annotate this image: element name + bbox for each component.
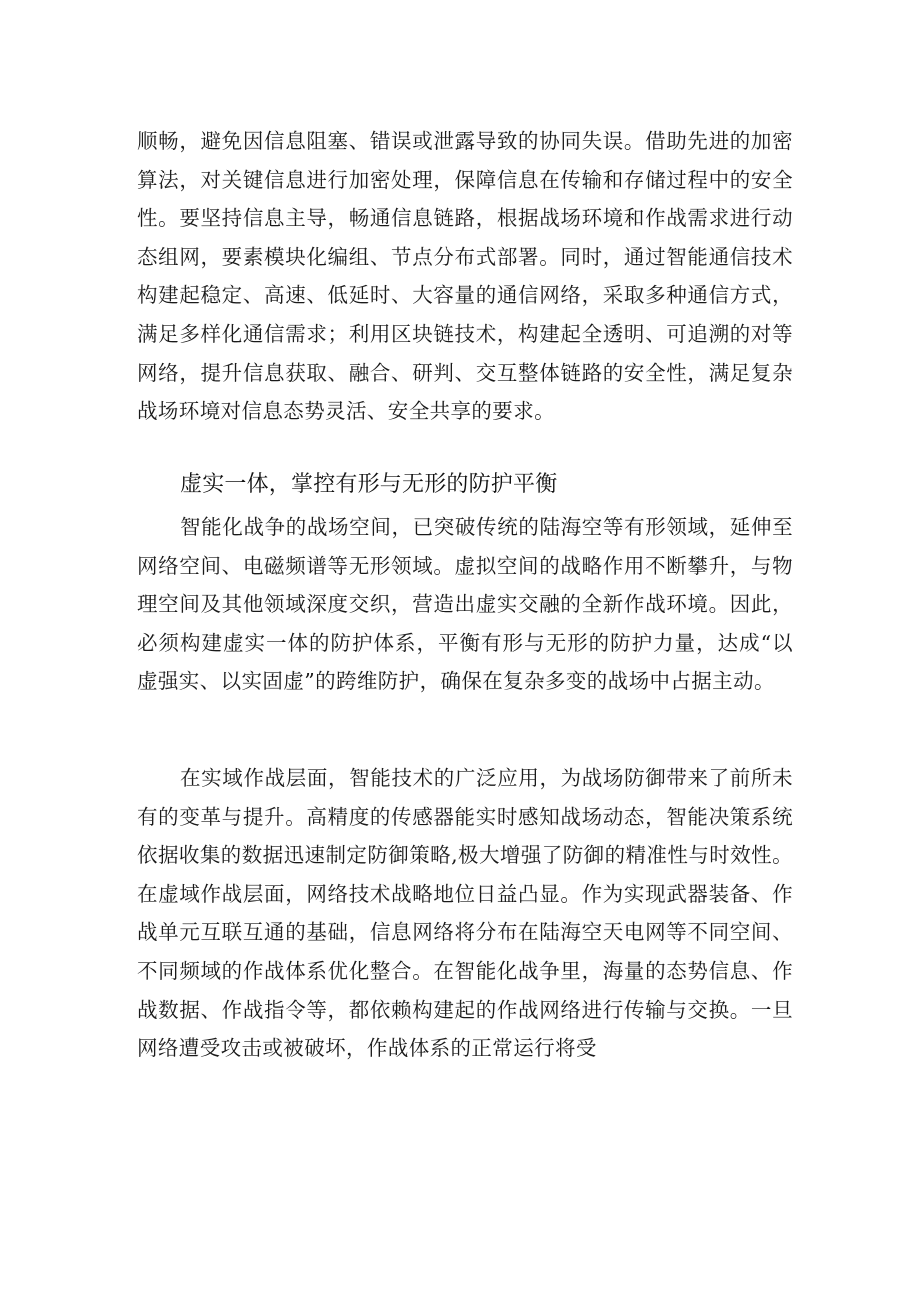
body-paragraph-3: 在实域作战层面，智能技术的广泛应用，为战场防御带来了前所未有的变革与提升。高精度的传感器能实时感知战场动态，智能决策系统依据收集的数据迅速制定防御策略,极大增强了防御的精准性与时效性。在虚域作战层面，网络技术战略地位日益凸显。作为实现武器装备、作战单元互联互通的基础，信息网络将分布在陆海空天电网等不同空间、不同频域的作战体系优化整合。在智能化战争里，海量的态势信息、作战数据、作战指令等，都依赖构建起的作战网络进行传输与交换。一旦网络遭受攻击或被破坏，作战体系的正常运行将受 [137,766,793,1061]
section-heading: 虚实一体，掌控有形与无形的防护平衡 [180,472,558,497]
body-paragraph-2: 智能化战争的战场空间，已突破传统的陆海空等有形领域，延伸至网络空间、电磁频谱等无形领域。虚拟空间的战略作用不断攀升，与物理空间及其他领域深度交织，营造出虚实交融的全新作战环境。因此，必须构建虚实一体的防护体系，平衡有形与无形的防护力量，达成“以虚强实、以实固虚”的跨维防护，确保在复杂多变的战场中占据主动。 [137,515,793,694]
body-paragraph-1: 顺畅，避免因信息阻塞、错误或泄露导致的协同失误。借助先进的加密算法，对关键信息进行加密处理，保障信息在传输和存储过程中的安全性。要坚持信息主导，畅通信息链路，根据战场环境和作战需求进行动态组网，要素模块化编组、节点分布式部署。同时，通过智能通信技术构建起稳定、高速、低延时、大容量的通信网络，采取多种通信方式，满足多样化通信需求；利用区块链技术，构建起全透明、可追溯的对等网络，提升信息获取、融合、研判、交互整体链路的安全性，满足复杂战场环境对信息态势灵活、安全共享的要求。 [137,129,793,424]
